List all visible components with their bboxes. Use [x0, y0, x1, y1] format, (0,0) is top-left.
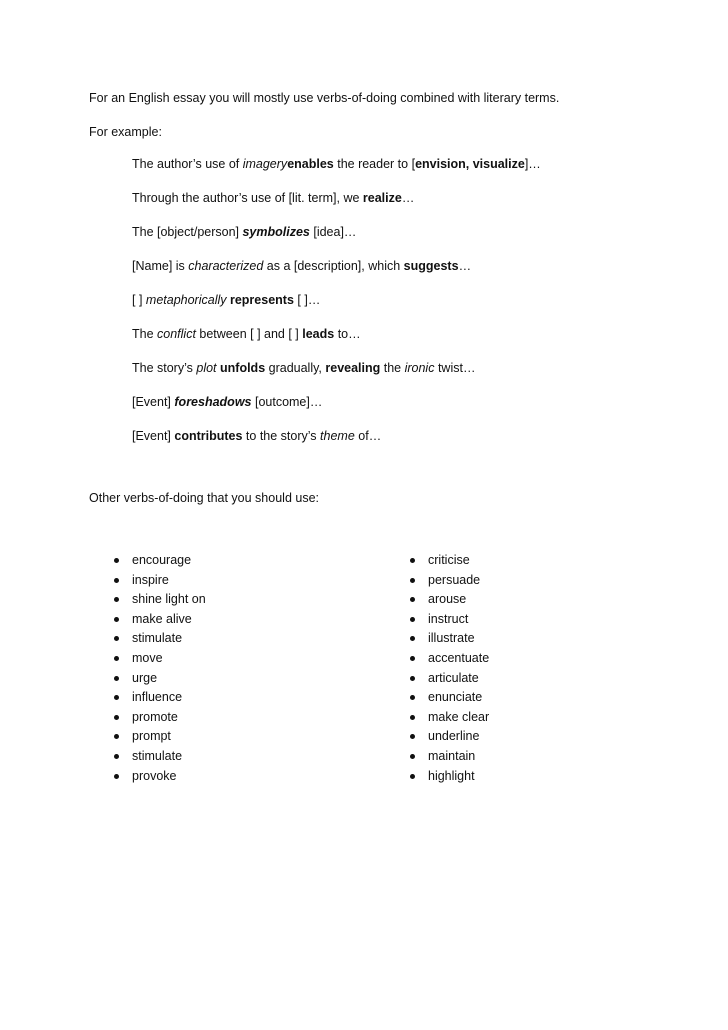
bullet-icon — [114, 695, 119, 700]
example-4-italic-characterized: characterized — [188, 259, 264, 273]
example-7-text-e: gradually, — [265, 361, 326, 375]
example-4-text-c: as a [description], which — [263, 259, 404, 273]
list-item-label: instruct — [428, 611, 469, 626]
list-item-label: accentuate — [428, 650, 490, 665]
list-item-label: shine light on — [132, 592, 206, 607]
bullet-icon — [410, 754, 415, 759]
example-2-text-a: Through the author’s use of [lit. term], we — [132, 191, 363, 205]
example-sentence-6 — [132, 326, 361, 342]
example-sentence-7 — [132, 360, 475, 376]
example-7-text-g: the — [380, 361, 405, 375]
list-item-label: promote — [132, 709, 178, 724]
bullet-icon — [114, 656, 119, 661]
example-3-text-a: The [object/person] — [132, 225, 243, 239]
bullet-icon — [114, 617, 119, 622]
for-example-label: For example: — [89, 125, 162, 139]
example-7-text-a: The story’s — [132, 361, 197, 375]
list-item-label: stimulate — [132, 748, 183, 763]
example-9-bold-contributes: contributes — [174, 429, 243, 443]
list-item-label: maintain — [428, 748, 476, 763]
example-7-italic-plot: plot — [196, 361, 217, 375]
bullet-icon — [410, 636, 415, 641]
bullet-icon — [410, 597, 415, 602]
example-1-bold-envision: envision, visualize — [415, 157, 525, 171]
list-item-label: influence — [132, 690, 183, 705]
list-item-label: inspire — [132, 572, 169, 587]
example-sentence-2 — [132, 190, 414, 206]
list-item-label: make clear — [428, 709, 490, 724]
example-1-bold-enables: enables — [287, 157, 334, 171]
example-9-text-a: [Event] — [132, 429, 175, 443]
example-2-text-c: … — [401, 191, 415, 205]
example-sentence-3 — [132, 224, 356, 240]
bullet-icon — [114, 676, 119, 681]
example-7-italic-ironic: ironic — [404, 361, 435, 375]
example-3-text-c: [idea]… — [309, 225, 357, 239]
example-6-text-e: to… — [334, 327, 361, 341]
example-9-text-c: to the story’s — [242, 429, 321, 443]
bullet-icon — [114, 558, 119, 563]
list-item-label: criticise — [428, 553, 470, 567]
example-7-bold-revealing: revealing — [325, 361, 381, 375]
example-6-bold-leads: leads — [302, 327, 335, 341]
bullet-icon — [114, 597, 119, 602]
example-8-text-c: [outcome]… — [251, 395, 323, 409]
list-item-label: provoke — [132, 768, 177, 783]
bullet-icon — [114, 734, 119, 739]
bullet-icon — [114, 774, 119, 779]
example-sentence-4 — [132, 258, 471, 274]
bullet-icon — [114, 715, 119, 720]
example-5-text-a: [ ] — [132, 293, 146, 307]
list-item-label: highlight — [428, 768, 475, 783]
bullet-icon — [114, 754, 119, 759]
example-8-bold-italic-foreshadows: foreshadows — [174, 395, 252, 409]
bullet-icon — [410, 715, 415, 720]
example-1-text-a: The author’s use of — [132, 157, 243, 171]
list-item-label: underline — [428, 729, 480, 744]
example-8-text-a: [Event] — [132, 395, 175, 409]
list-item-label: encourage — [132, 553, 192, 567]
bullet-icon — [410, 578, 415, 583]
other-verbs-heading: Other verbs-of-doing that you should use: — [89, 491, 319, 505]
example-4-bold-suggests: suggests — [403, 259, 459, 273]
list-item-label: illustrate — [428, 631, 475, 646]
bullet-icon — [114, 636, 119, 641]
example-7-text-i: twist… — [434, 361, 476, 375]
example-4-text-e: … — [458, 259, 472, 273]
list-item-label: stimulate — [132, 631, 183, 646]
example-5-italic-metaphorically: metaphorically — [145, 293, 227, 307]
bullet-icon — [410, 734, 415, 739]
example-4-text-a: [Name] is — [132, 259, 189, 273]
example-5-bold-represents: represents — [229, 293, 294, 307]
example-7-bold-unfolds: unfolds — [220, 361, 266, 375]
example-1-italic-imagery: imagery — [242, 157, 288, 171]
bullet-icon — [410, 676, 415, 681]
example-5-text-e: [ ]… — [293, 293, 321, 307]
example-9-text-e: of… — [354, 429, 382, 443]
bullet-icon — [410, 617, 415, 622]
example-sentence-8 — [132, 394, 322, 410]
example-1-text-f: ]… — [524, 157, 541, 171]
list-item-label: persuade — [428, 572, 481, 587]
example-3-bold-italic-symbolizes: symbolizes — [242, 225, 310, 239]
example-9-italic-theme: theme — [320, 429, 355, 443]
bullet-icon — [114, 578, 119, 583]
example-6-text-a: The — [132, 327, 158, 341]
list-item-label: prompt — [132, 729, 171, 744]
list-item-label: move — [132, 650, 163, 665]
list-item-label: articulate — [428, 670, 479, 685]
example-sentence-9 — [132, 428, 381, 444]
intro-paragraph: For an English essay you will mostly use verbs-of-doing combined with literary terms. — [89, 91, 560, 105]
list-item-label: enunciate — [428, 690, 483, 705]
example-sentence-5 — [132, 292, 320, 308]
bullet-icon — [410, 774, 415, 779]
bullet-icon — [410, 558, 415, 563]
list-item-label: make alive — [132, 611, 192, 626]
bullet-icon — [410, 695, 415, 700]
list-item-label: arouse — [428, 592, 467, 607]
example-2-bold-realize: realize — [362, 191, 402, 205]
bullet-icon — [410, 656, 415, 661]
example-1-text-d: the reader to [ — [333, 157, 416, 171]
example-sentence-1 — [132, 156, 541, 172]
example-6-italic-conflict: conflict — [157, 327, 196, 341]
example-6-text-c: between [ ] and [ ] — [195, 327, 303, 341]
list-item-label: urge — [132, 670, 158, 685]
